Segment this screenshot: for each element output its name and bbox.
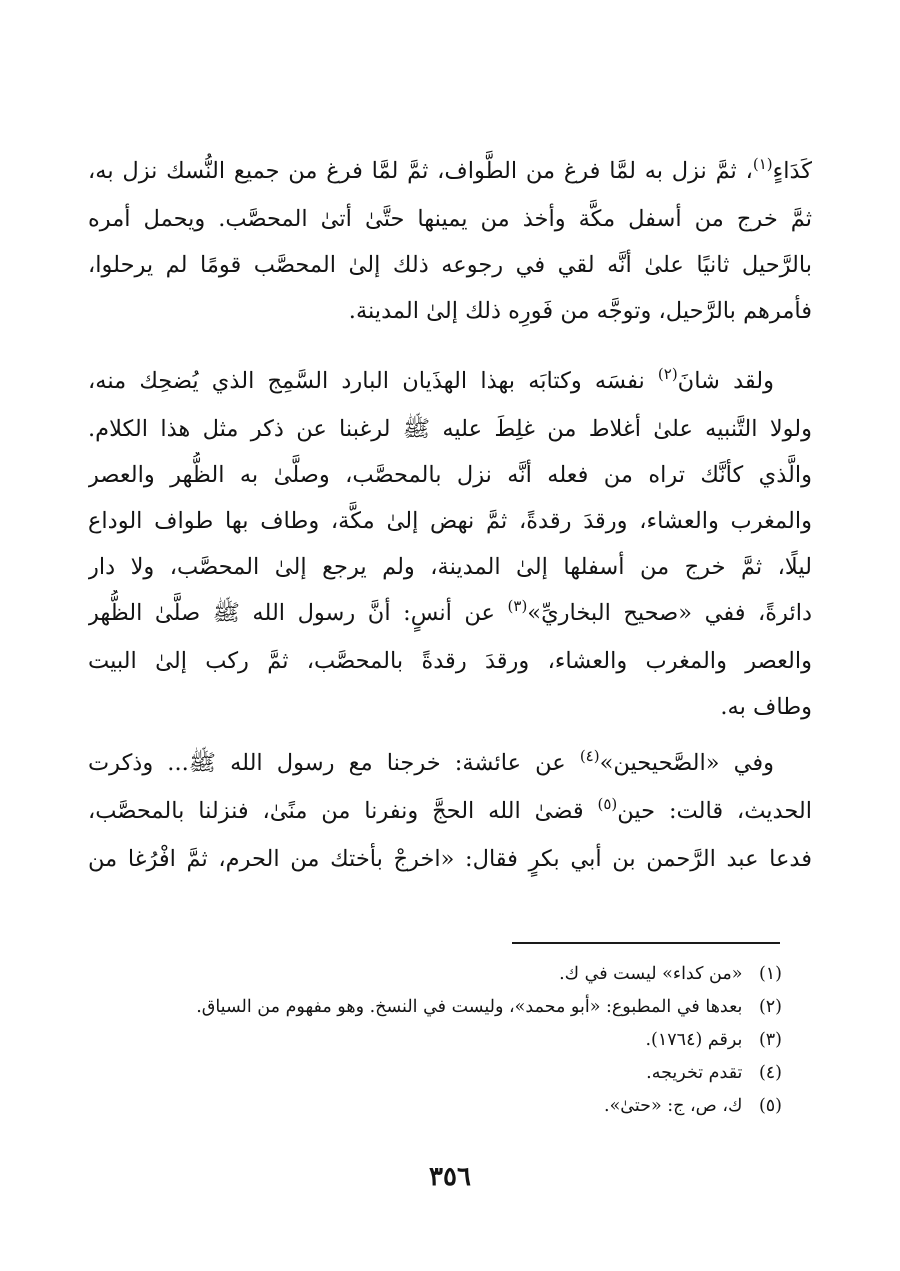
text-line: ولولا التَّنبيه علىٰ أغلاط من غلِطَ عليه ﷺ لرغبنا عن ذكر مثل هذا الكلام.	[88, 416, 812, 442]
text-line: والَّذي كأنَّك تراه من فعله أنَّه نزل بالمحصَّب، وصلَّىٰ به الظُّهر والعصر	[88, 462, 812, 488]
footnote-text: ك، ص، ج: «حتىٰ».	[604, 1096, 743, 1116]
footnote-text: برقم (١٧٦٤).	[645, 1030, 743, 1050]
footnote-number: (٣)	[758, 1030, 782, 1050]
paragraph-1	[88, 148, 812, 334]
text-line: الحديث، قالت: حين$^{(٥)}$ قضىٰ الله الحجَّ ونفرنا من منًىٰ، فنزلنا بالمحصَّب،	[88, 795, 812, 824]
text-line: كَدَاءٍ$^{(١)}$، ثمَّ نزل به لمَّا فرغ من الطَّواف، ثمَّ لمَّا فرغ من جميع النُّسك نزل به،	[88, 155, 812, 184]
page-number: ٣٥٦	[429, 1162, 471, 1192]
footnote-ref[interactable]: (٢)	[657, 365, 678, 383]
paragraph-3	[88, 740, 812, 882]
footnote-number: (١)	[758, 964, 782, 984]
text-line: وفي «الصَّحيحين»$^{(٤)}$ عن عائشة: خرجنا مع رسول الله ﷺ... وذكرت	[88, 747, 774, 776]
footnote-text: «من كداء» ليست في ك.	[559, 964, 743, 984]
footnote-4	[120, 1059, 782, 1087]
text-line: فأمرهم بالرَّحيل، وتوجَّه من فَورِه ذلك إلىٰ المدينة.	[348, 298, 812, 324]
footnote-1	[120, 960, 782, 988]
footnote-3	[120, 1026, 782, 1054]
footnote-ref[interactable]: (٤)	[579, 747, 600, 765]
paragraph-2	[88, 358, 812, 730]
text-line: دائرةً، ففي «صحيح البخاريِّ»$^{(٣)}$ عن أنسٍ: أنَّ رسول الله ﷺ صلَّىٰ الظُّهر	[88, 597, 812, 626]
footnote-number: (٤)	[758, 1063, 782, 1083]
footnote-ref[interactable]: (٣)	[507, 597, 528, 615]
text-line: ليلًا، ثمَّ خرج من أسفلها إلىٰ المدينة، ولم يرجع إلىٰ المحصَّب، ولا دار	[88, 554, 812, 580]
footnote-separator	[512, 942, 780, 944]
footnote-ref[interactable]: (١)	[752, 155, 773, 173]
footnote-2	[120, 993, 782, 1021]
footnote-text: بعدها في المطبوع: «أبو محمد»، وليست في النسخ. وهو مفهوم من السياق.	[196, 997, 743, 1017]
footnote-number: (٥)	[758, 1096, 782, 1116]
footnotes	[120, 960, 782, 1125]
text-line: والمغرب والعشاء، ورقدَ رقدةً، ثمَّ نهض إلىٰ مكَّة، وطاف بها طواف الوداع	[88, 508, 812, 534]
text-line: والعصر والمغرب والعشاء، ورقدَ رقدةً بالمحصَّب، ثمَّ ركب إلىٰ البيت	[88, 648, 812, 674]
text-line: فدعا عبد الرَّحمن بن أبي بكرٍ فقال: «اخرجْ بأختك من الحرم، ثمَّ افْرُغا من	[88, 846, 812, 872]
footnote-text: تقدم تخريجه.	[646, 1063, 743, 1083]
footnote-number: (٢)	[758, 997, 782, 1017]
text-line: ولقد شانَ$^{(٢)}$ نفسَه وكتابَه بهذا الهذَيان البارد السَّمِج الذي يُضحِك منه،	[88, 365, 774, 394]
text-line: وطاف به.	[720, 694, 812, 720]
footnote-5	[120, 1092, 782, 1120]
text-line: بالرَّحيل ثانيًا علىٰ أنَّه لقي في رجوعه ذلك إلىٰ المحصَّب قومًا لم يرحلوا،	[88, 252, 812, 278]
text-line: ثمَّ خرج من أسفل مكَّة وأخذ من يمينها حتَّىٰ أتىٰ المحصَّب. ويحمل أمره	[88, 206, 812, 232]
footnote-ref[interactable]: (٥)	[597, 795, 618, 813]
